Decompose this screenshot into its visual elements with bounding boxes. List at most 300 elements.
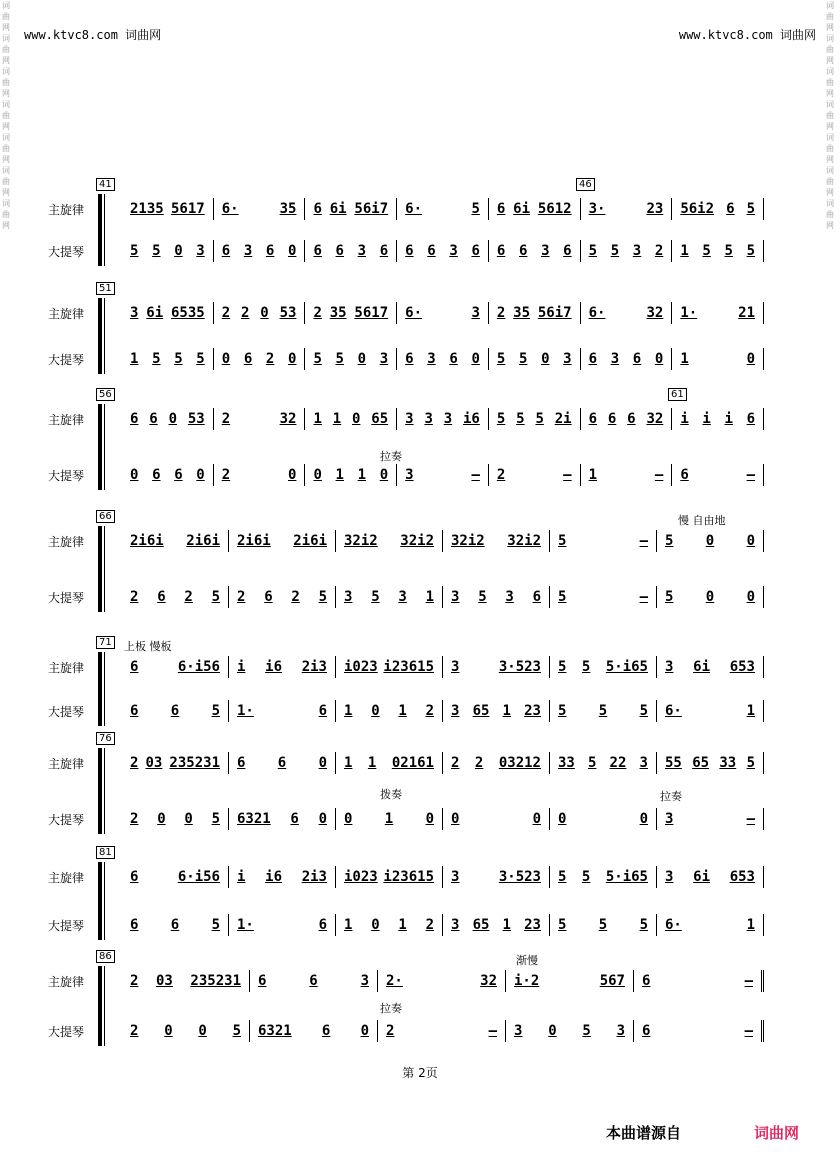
note-group: 2 — [221, 467, 231, 483]
note-group: 0 — [705, 589, 715, 605]
note-group: 5 — [702, 243, 711, 259]
note-group: 0 — [371, 703, 380, 719]
note-group: 6321 — [258, 1023, 292, 1039]
note-group: 0 — [541, 351, 550, 367]
note-group: i6 — [463, 411, 480, 427]
note-group: 6 — [318, 703, 327, 719]
melody-row — [122, 530, 764, 552]
note-group: 03 — [145, 755, 163, 771]
bass-row — [122, 1020, 764, 1042]
note-group: 6 — [335, 243, 344, 259]
bass-label: 大提琴 — [48, 469, 85, 483]
note-group: 5617 — [171, 201, 205, 217]
note-group: – — [654, 467, 664, 483]
note-group: 0 — [352, 411, 361, 427]
note-group: 5 — [318, 589, 327, 605]
melody-row — [122, 752, 764, 774]
note-group: 0 — [639, 811, 648, 827]
melody-measure — [443, 866, 550, 888]
melody-measure — [214, 408, 306, 430]
note-group: 6 — [518, 243, 528, 259]
bass-measure — [657, 586, 764, 608]
note-group: 6·i56 — [177, 869, 220, 885]
note-group: 6 — [264, 589, 273, 605]
bass-row — [122, 700, 764, 722]
melody-measure — [305, 408, 397, 430]
note-group: 6 — [290, 811, 299, 827]
note-group: 1 — [502, 917, 511, 933]
note-group: 0 — [379, 467, 389, 483]
note-group: 0 — [746, 533, 755, 549]
note-group: 5 — [313, 351, 322, 367]
melody-measure — [657, 656, 764, 678]
note-group: 55 — [665, 755, 682, 771]
note-group: 35 — [329, 305, 347, 321]
note-group: 2 — [130, 755, 139, 771]
note-group: 5 — [152, 351, 161, 367]
note-group: 6321 — [237, 811, 271, 827]
note-group: 2 — [425, 917, 434, 933]
bass-measure — [550, 700, 657, 722]
measure-number: 61 — [668, 388, 687, 401]
note-group: 0 — [318, 755, 327, 771]
footer-source: 本曲谱源自 — [606, 1124, 682, 1142]
note-group: 33 — [719, 755, 737, 771]
annotation: 拉奏 — [380, 450, 402, 463]
note-group: 5 — [558, 869, 567, 885]
note-group: i·2 — [514, 973, 540, 989]
measure-number: 51 — [96, 282, 115, 295]
melody-measure — [229, 656, 336, 678]
melody-measure — [550, 866, 657, 888]
bass-measure — [489, 240, 581, 262]
note-group: 32 — [480, 973, 497, 989]
note-group: 6 — [152, 467, 161, 483]
system-bracket-line — [104, 194, 105, 266]
note-group: 1 — [746, 917, 755, 933]
note-group: 5 — [588, 243, 598, 259]
note-group: 5 — [196, 351, 205, 367]
note-group: 6 — [313, 201, 322, 217]
note-group: 1 — [344, 703, 353, 719]
note-group: 3 — [405, 411, 414, 427]
note-group: 6 — [496, 201, 506, 217]
bass-measure — [336, 808, 443, 830]
note-group: 6 — [632, 351, 642, 367]
note-group: 2 — [241, 305, 250, 321]
measure-number: 56 — [96, 388, 115, 401]
bass-row — [122, 586, 764, 608]
note-group: 2i3 — [301, 869, 327, 885]
note-group: 6 — [405, 243, 414, 259]
note-group: i — [724, 411, 733, 427]
note-group: 5 — [478, 589, 487, 605]
bass-measure — [378, 1020, 506, 1042]
melody-measure — [489, 198, 581, 220]
note-group: 6 — [174, 467, 183, 483]
note-group: 5 — [496, 351, 506, 367]
note-group: 3 — [563, 351, 572, 367]
note-group: 3 — [451, 589, 460, 605]
bass-measure — [443, 700, 550, 722]
system-bracket-line — [104, 966, 105, 1046]
bass-measure — [657, 914, 764, 936]
note-group: 6 — [157, 589, 166, 605]
note-group: 33 — [558, 755, 575, 771]
note-group: 3·523 — [498, 659, 541, 675]
note-group: 2· — [386, 973, 403, 989]
note-group: 56i2 — [680, 201, 715, 217]
note-group: – — [746, 467, 756, 483]
melody-measure — [305, 302, 397, 324]
note-group: 0 — [360, 1023, 369, 1039]
note-group: 0 — [471, 351, 480, 367]
note-group: 6 — [170, 703, 180, 719]
note-group: 1 — [588, 467, 598, 483]
note-group: 53 — [187, 411, 205, 427]
note-group: 6i — [693, 869, 710, 885]
system-1 — [0, 179, 840, 266]
melody-measure — [229, 530, 336, 552]
note-group: 2 — [265, 351, 275, 367]
melody-measure — [550, 752, 657, 774]
melody-measure — [336, 752, 443, 774]
note-group: 6 — [471, 243, 480, 259]
note-group: 23 — [524, 703, 541, 719]
note-group: 65 — [371, 411, 389, 427]
note-group: 2 — [130, 973, 139, 989]
melody-row — [122, 408, 764, 430]
note-group: 5 — [582, 1023, 591, 1039]
note-group: – — [744, 973, 753, 989]
note-group: 5 — [587, 755, 597, 771]
melody-label: 主旋律 — [48, 975, 85, 989]
note-group: – — [744, 1023, 753, 1039]
measure-number: 41 — [96, 178, 115, 191]
measure-number: 66 — [96, 510, 115, 523]
bass-label: 大提琴 — [48, 591, 85, 605]
note-group: 3 — [632, 243, 642, 259]
melody-measure — [672, 408, 764, 430]
system-2 — [0, 283, 840, 374]
melody-row — [122, 656, 764, 678]
note-group: 3 — [610, 351, 620, 367]
note-group: 5 — [598, 917, 608, 933]
note-group: 35 — [513, 305, 531, 321]
melody-measure — [250, 970, 378, 992]
note-group: 0 — [746, 589, 755, 605]
note-group: 5 — [558, 659, 567, 675]
bass-measure — [336, 914, 443, 936]
note-group: 0 — [174, 243, 183, 259]
note-group: 1· — [680, 305, 698, 321]
annotation: 渐慢 — [516, 954, 538, 967]
note-group: 5 — [174, 351, 183, 367]
bass-row — [122, 808, 764, 830]
note-group: 3 — [616, 1023, 625, 1039]
system-bracket — [98, 652, 102, 726]
bass-measure — [229, 586, 336, 608]
note-group: 32i2 — [507, 533, 541, 549]
note-group: 5 — [371, 589, 380, 605]
bass-measure — [122, 586, 229, 608]
note-group: 6 — [309, 973, 318, 989]
note-group: 567 — [599, 973, 625, 989]
system-3 — [0, 389, 840, 490]
note-group: 5 — [130, 243, 139, 259]
note-group: 6 — [405, 351, 414, 367]
note-group: 3 — [665, 869, 674, 885]
note-group: 2i — [554, 411, 572, 427]
note-group: 1 — [680, 351, 689, 367]
note-group: 3· — [588, 201, 606, 217]
system-bracket — [98, 298, 102, 374]
melody-label: 主旋律 — [48, 307, 85, 321]
note-group: 6 — [726, 201, 735, 217]
note-group: 21 — [738, 305, 756, 321]
melody-measure — [122, 302, 214, 324]
note-group: 2 — [221, 411, 231, 427]
note-group: 2i6i — [130, 533, 164, 549]
bass-measure — [550, 914, 657, 936]
bass-measure — [443, 808, 550, 830]
note-group: 32i2 — [344, 533, 378, 549]
melody-measure — [550, 530, 657, 552]
note-group: 0 — [196, 467, 205, 483]
note-group: 5617 — [354, 305, 389, 321]
note-group: 2 — [496, 305, 506, 321]
note-group: 2135 — [130, 201, 164, 217]
note-group: 5 — [581, 659, 591, 675]
note-group: 3 — [451, 869, 460, 885]
note-group: 6 — [318, 917, 327, 933]
note-group: 3 — [665, 811, 674, 827]
note-group: 0 — [425, 811, 434, 827]
system-bracket — [98, 748, 102, 834]
system-bracket — [98, 526, 102, 612]
note-group: i023 — [344, 659, 378, 675]
bass-row — [122, 914, 764, 936]
note-group: 5 — [665, 589, 674, 605]
melody-measure — [214, 198, 306, 220]
note-group: 56i7 — [354, 201, 389, 217]
melody-measure — [672, 198, 764, 220]
bass-measure — [336, 586, 443, 608]
note-group: i023 — [344, 869, 378, 885]
melody-measure — [122, 198, 214, 220]
melody-label: 主旋律 — [48, 871, 85, 885]
note-group: 6 — [642, 973, 651, 989]
note-group: 3 — [451, 703, 460, 719]
system-bracket-line — [104, 862, 105, 940]
system-bracket-line — [104, 298, 105, 374]
note-group: 65 — [692, 755, 710, 771]
note-group: 6· — [221, 201, 239, 217]
melody-label: 主旋律 — [48, 413, 85, 427]
measure-number: 86 — [96, 950, 115, 963]
note-group: 3 — [357, 243, 367, 259]
note-group: 6 — [449, 351, 458, 367]
note-group: 65 — [472, 917, 490, 933]
measure-number: 81 — [96, 846, 115, 859]
melody-measure — [122, 530, 229, 552]
melody-measure — [672, 302, 764, 324]
note-group: 03 — [156, 973, 173, 989]
note-group: 5 — [211, 703, 220, 719]
note-group: 0 — [288, 243, 297, 259]
melody-measure — [581, 302, 673, 324]
note-group: 1 — [357, 467, 367, 483]
note-group: 0 — [705, 533, 715, 549]
system-bracket — [98, 194, 102, 266]
note-group: 1 — [344, 917, 353, 933]
note-group: 3 — [451, 917, 460, 933]
note-group: 2i6i — [186, 533, 220, 549]
bass-label: 大提琴 — [48, 1025, 85, 1039]
note-group: 2 — [221, 305, 231, 321]
note-group: 3 — [360, 973, 369, 989]
system-4 — [0, 511, 840, 612]
note-group: 1 — [425, 589, 434, 605]
note-group: 5 — [665, 533, 674, 549]
note-group: i — [237, 869, 246, 885]
note-group: 3 — [398, 589, 407, 605]
note-group: 5 — [496, 411, 506, 427]
melody-measure — [443, 752, 550, 774]
note-group: 0 — [288, 467, 297, 483]
melody-label: 主旋律 — [48, 535, 85, 549]
bass-measure — [122, 464, 214, 486]
note-group: i — [237, 659, 246, 675]
bass-measure — [506, 1020, 634, 1042]
note-group: 6 — [379, 243, 389, 259]
melody-measure — [443, 530, 550, 552]
note-group: 3 — [243, 243, 253, 259]
melody-measure — [378, 970, 506, 992]
melody-measure — [122, 752, 229, 774]
note-group: 2 — [451, 755, 460, 771]
note-group: 0 — [654, 351, 664, 367]
note-group: 0 — [318, 811, 327, 827]
note-group: 2 — [291, 589, 300, 605]
bass-measure — [443, 914, 550, 936]
bass-label: 大提琴 — [48, 245, 85, 259]
melody-measure — [397, 302, 489, 324]
melody-measure — [657, 752, 764, 774]
note-group: 3 — [196, 243, 205, 259]
melody-row — [122, 302, 764, 324]
note-group: 0 — [198, 1023, 207, 1039]
system-bracket-line — [104, 404, 105, 490]
note-group: 6 — [642, 1023, 651, 1039]
system-bracket-line — [104, 652, 105, 726]
note-group: 235231 — [190, 973, 241, 989]
bass-row — [122, 464, 764, 486]
note-group: 3 — [379, 351, 389, 367]
note-group: 6· — [588, 305, 606, 321]
note-group: 5 — [746, 243, 756, 259]
bass-measure — [443, 586, 550, 608]
note-group: 0 — [532, 811, 541, 827]
melody-measure — [229, 752, 336, 774]
bass-measure — [305, 464, 397, 486]
note-group: 6 — [258, 973, 267, 989]
note-group: 3 — [541, 243, 550, 259]
note-group: 5 — [518, 351, 528, 367]
note-group: 6 — [130, 917, 139, 933]
note-group: 2 — [425, 703, 434, 719]
note-group: 3 — [427, 351, 436, 367]
note-group: 5 — [746, 755, 755, 771]
note-group: 23 — [524, 917, 541, 933]
annotation: 慢 自由地 — [678, 514, 726, 527]
note-group: 2 — [496, 467, 506, 483]
bass-measure — [229, 700, 336, 722]
note-group: 6 — [321, 1023, 331, 1039]
bass-label: 大提琴 — [48, 813, 85, 827]
melody-measure — [229, 866, 336, 888]
note-group: 3 — [405, 467, 414, 483]
note-group: 1 — [332, 411, 342, 427]
note-group: 0 — [260, 305, 269, 321]
note-group: 6 — [221, 243, 231, 259]
note-group: 1 — [502, 703, 511, 719]
note-group: 1 — [313, 411, 322, 427]
note-group: 3 — [514, 1023, 523, 1039]
bass-measure — [122, 348, 214, 370]
note-group: 0 — [168, 411, 177, 427]
note-group: 1 — [398, 917, 407, 933]
annotation: 拉奏 — [380, 1002, 402, 1015]
note-group: 6i — [146, 305, 164, 321]
bass-measure — [489, 348, 581, 370]
system-bracket-line — [104, 748, 105, 834]
melody-measure — [336, 866, 443, 888]
note-group: – — [746, 811, 755, 827]
note-group: 6 — [627, 411, 636, 427]
note-group: 0 — [313, 467, 322, 483]
melody-label: 主旋律 — [48, 203, 85, 217]
note-group: 5 — [558, 917, 567, 933]
melody-row — [122, 866, 764, 888]
note-group: 6 — [149, 411, 158, 427]
note-group: 6 — [607, 411, 617, 427]
melody-measure — [336, 656, 443, 678]
note-group: 5 — [639, 917, 648, 933]
melody-row — [122, 198, 764, 220]
note-group: 6 — [427, 243, 436, 259]
note-group: 2i3 — [301, 659, 327, 675]
bass-label: 大提琴 — [48, 705, 85, 719]
measure-number: 76 — [96, 732, 115, 745]
bass-measure — [397, 348, 489, 370]
note-group: 5 — [535, 411, 544, 427]
note-group: 0 — [288, 351, 297, 367]
note-group: 5·i65 — [605, 869, 648, 885]
note-group: i6 — [265, 659, 282, 675]
melody-measure — [489, 302, 581, 324]
note-group: 653 — [729, 869, 755, 885]
note-group: 1 — [680, 243, 689, 259]
note-group: 0 — [548, 1023, 557, 1039]
note-group: 2 — [313, 305, 322, 321]
note-group: 0 — [344, 811, 353, 827]
note-group: 0 — [130, 467, 139, 483]
note-group: i — [680, 411, 689, 427]
note-group: 6 — [170, 917, 180, 933]
melody-measure — [657, 866, 764, 888]
note-group: 56i7 — [537, 305, 572, 321]
